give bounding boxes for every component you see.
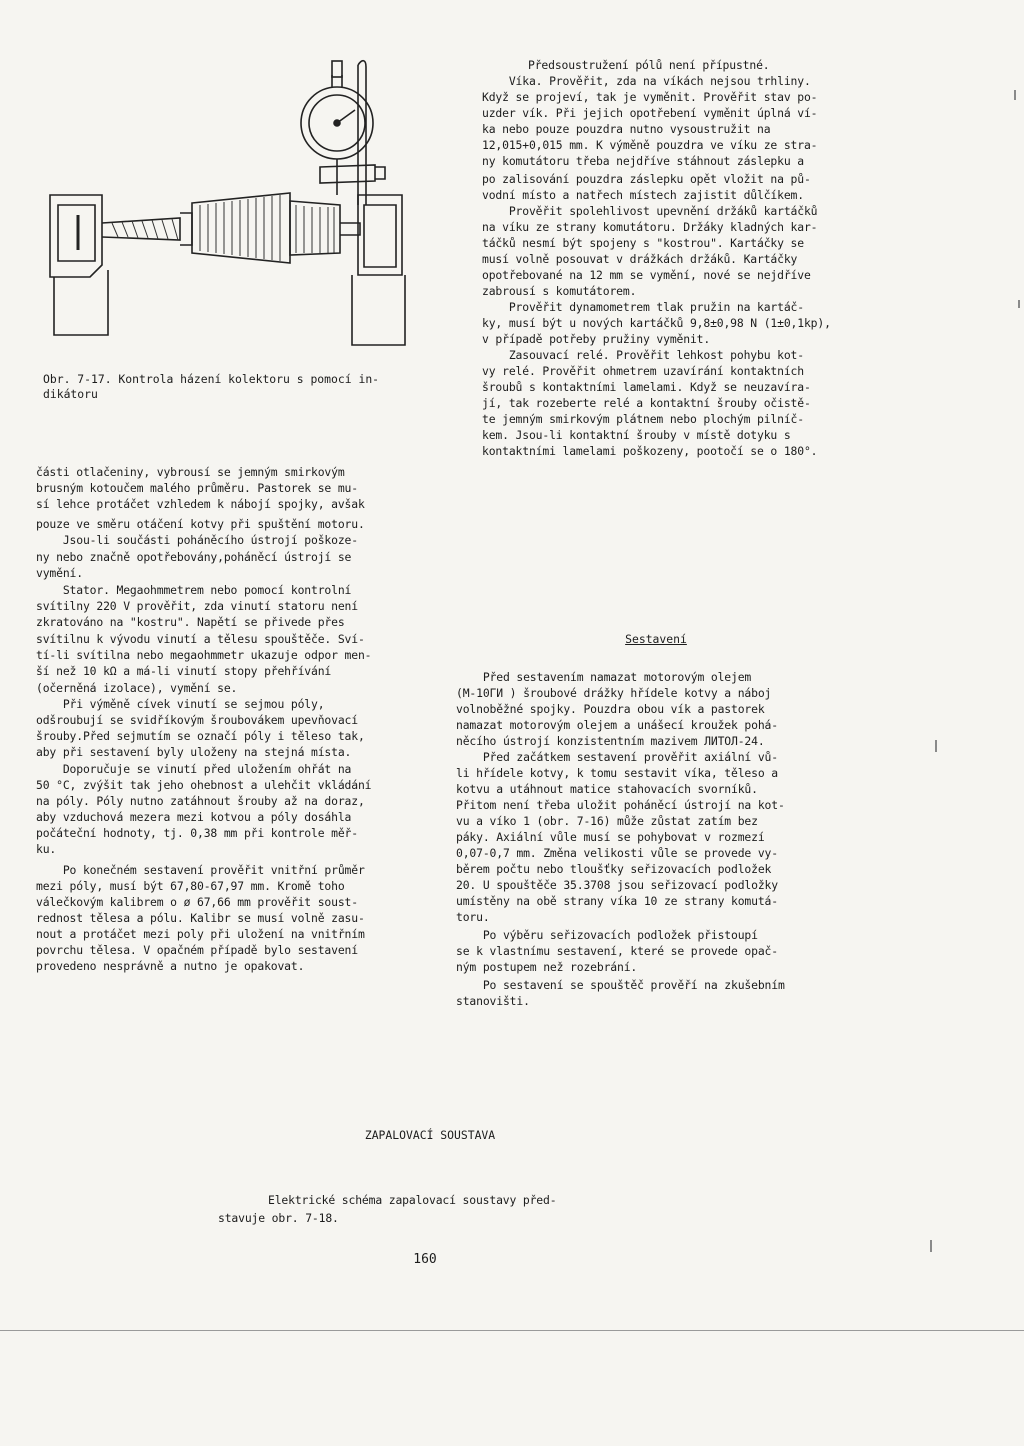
text-line: na póly. Póly nutno zatáhnout šrouby až na doraz, — [36, 794, 365, 808]
text-line: ší než 10 kΩ a má-li vinutí stopy přehřívání — [36, 664, 332, 678]
text-line: uzder vík. Při jejich opotřebení vyměnit úplná ví- — [482, 106, 818, 120]
text-line: nout a protáčet mezi poly při uložení na vnitřním — [36, 927, 365, 941]
text-line: 0,07-0,7 mm. Změna velikosti vůle se provede vy- — [456, 846, 778, 860]
text-line: Před začátkem sestavení prověřit axiální vů- — [456, 750, 778, 764]
text-line: Přitom není třeba uložit poháněcí ústrojí na kot- — [456, 798, 785, 812]
scan-mark — [1018, 300, 1020, 308]
text-line: ka nebo pouze pouzdra nutno vysoustružit na — [482, 122, 771, 136]
text-line: na víku ze strany komutátoru. Držáky kladných kar- — [482, 220, 818, 234]
text-line: páky. Axiální vůle musí se pohybovat v rozmezí — [456, 830, 765, 844]
scan-mark — [930, 1240, 932, 1252]
text-line: Když se projeví, tak je vyměnit. Prověřit stav po- — [482, 90, 818, 104]
left-text-column — [36, 465, 372, 973]
text-line: svítilny 220 V prověřit, zda vinutí statoru není — [36, 599, 358, 613]
text-line: (М-10ГИ ) šroubové drážky hřídele kotvy a náboj — [456, 686, 772, 700]
text-line: aby vzduchová mezera mezi kotvou a póly dosáhla — [36, 810, 352, 824]
text-line: pouze ve směru otáčení kotvy při spuštění motoru. — [36, 517, 365, 531]
chapter-intro-line: stavuje obr. 7-18. — [218, 1211, 339, 1225]
text-line: Prověřit spolehlivost upevnění držáků kartáčků — [482, 204, 818, 218]
chapter-intro-line: Elektrické schéma zapalovací soustavy před- — [268, 1193, 557, 1207]
caption-line: Obr. 7-17. Kontrola házení kolektoru s pomocí in- — [43, 372, 380, 386]
text-line: odšroubují se svidříkovým šroubovákem upevňovací — [36, 713, 358, 727]
text-line: kontaktními lamelami poškozeny, pootočí se o 180°. — [482, 444, 818, 458]
text-line: běrem počtu nebo tloušťky seřizovacích podložek — [456, 862, 772, 876]
text-line: kem. Jsou-li kontaktní šrouby v místě dotyku s — [482, 428, 791, 442]
text-line: tí-li svítilna nebo megaohmmetr ukazuje odpor men- — [36, 648, 372, 662]
right-text-column-bottom — [456, 670, 785, 1008]
text-line: brusným kotoučem malého průměru. Pastorek se mu- — [36, 481, 358, 495]
text-line: toru. — [456, 910, 490, 924]
text-line: svítilnu k vývodu vinutí a tělesu spouštěče. Sví- — [36, 632, 365, 646]
text-line: te jemným smirkovým plátnem nebo plochým pilníč- — [482, 412, 804, 426]
text-line: stanovišti. — [456, 994, 530, 1008]
text-line: 12,015+0,015 mm. K výměně pouzdra ve víku ze stra- — [482, 138, 818, 152]
section-heading — [600, 632, 712, 646]
text-line: namazat motorovým olejem a unášecí kroužek pohá- — [456, 718, 778, 732]
text-line: volnoběžné spojky. Pouzdra obou vík a pastorek — [456, 702, 765, 716]
text-line: Zasouvací relé. Prověřit lehkost pohybu kot- — [482, 348, 804, 362]
text-line: Doporučuje se vinutí před uložením ohřát na — [36, 762, 352, 776]
text-line: Při výměně cívek vinutí se sejmou póly, — [36, 697, 325, 711]
scan-edge-line — [0, 1330, 1024, 1331]
text-line: vymění. — [36, 566, 83, 580]
text-line: jí, tak rozeberte relé a kontaktní šrouby očistě- — [482, 396, 811, 410]
text-line: povrchu tělesa. V opačném případě bylo sestavení — [36, 943, 358, 957]
text-line: 50 °C, zvýšit tak jeho ohebnost a ulehčit vkládání — [36, 778, 372, 792]
text-line: Víka. Prověřit, zda na víkách nejsou trhliny. — [482, 74, 811, 88]
text-line: musí volně posouvat v drážkách držáků. Kartáčky — [482, 252, 798, 266]
text-line: li hřídele kotvy, k tomu sestavit víka, těleso a — [456, 766, 778, 780]
page-number: 160 — [413, 1252, 437, 1267]
text-line: ku. — [36, 842, 57, 856]
text-line: části otlačeniny, vybrousí se jemným smirkovým — [36, 465, 345, 479]
text-line: Jsou-li součásti poháněcího ústrojí poškoze- — [36, 533, 358, 547]
text-line: opotřebované na 12 mm se vymění, nové se nejdříve — [482, 268, 811, 282]
text-line: ky, musí být u nových kartáčků 9,8±0,98 N (1±0,1kp), — [482, 316, 831, 330]
text-line: po zalisování pouzdra záslepku opět vložit na pů- — [482, 172, 811, 186]
text-line: Prověřit dynamometrem tlak pružin na kartáč- — [482, 300, 804, 314]
text-line: zabrousí s komutátorem. — [482, 284, 637, 298]
text-line: Po sestavení se spouštěč prověří na zkušebním — [456, 978, 785, 992]
text-line: (očerněná izolace), vymění se. — [36, 681, 238, 695]
right-text-column-top — [482, 58, 831, 458]
text-line: kotvu a utáhnout matice stahovacích svorníků. — [456, 782, 758, 796]
text-line: vodní místo a natřech místech zajistit důlčíkem. — [482, 188, 804, 202]
scan-mark — [935, 740, 937, 752]
text-line: ným postupem než rozebrání. — [456, 960, 638, 974]
text-line: rednost tělesa a pólu. Kalibr se musí volně zasu- — [36, 911, 365, 925]
text-line: mezi póly, musí být 67,80-67,97 mm. Kromě toho — [36, 879, 345, 893]
text-line: válečkovým kalibrem o ø 67,66 mm prověřit soust- — [36, 895, 358, 909]
text-line: táčků nesmí být spojeny s "kostrou". Kartáčky se — [482, 236, 804, 250]
text-line: Předsoustružení pólů není přípustné. — [528, 58, 770, 72]
text-line: šroubů s kontaktními lamelami. Když se neuzavíra- — [482, 380, 811, 394]
scan-mark — [1014, 90, 1016, 100]
text-line: vy relé. Prověřit ohmetrem uzavírání kontaktních — [482, 364, 804, 378]
text-line: ny nebo značně opotřebovány,poháněcí ústrojí se — [36, 550, 352, 564]
chapter-title: ZAPALOVACÍ SOUSTAVA — [364, 1128, 496, 1142]
text-line: Před sestavením namazat motorovým olejem — [456, 670, 752, 684]
text-line: Stator. Megaohmmetrem nebo pomocí kontrolní — [36, 583, 352, 597]
text-line: vu a víko 1 (obr. 7-16) může zůstat zatím bez — [456, 814, 758, 828]
text-line: zkratováno na "kostru". Napětí se přivede přes — [36, 615, 345, 629]
text-line: aby při sestavení byly uloženy na stejná místa. — [36, 745, 352, 759]
caption-line: dikátoru — [43, 387, 98, 401]
text-line: Po konečném sestavení prověřit vnitřní průměr — [36, 863, 365, 877]
text-line: šrouby.Před sejmutím se označí póly i těleso tak, — [36, 729, 365, 743]
figure-caption — [43, 372, 433, 402]
text-line: v případě potřeby pružiny vyměnit. — [482, 332, 711, 346]
text-line: sí lehce protáčet vzhledem k nábojí spojky, avšak — [36, 497, 365, 511]
text-line: 20. U spouštěče 35.3708 jsou seřizovací podložky — [456, 878, 778, 892]
text-line: ny komutátoru třeba nejdříve stáhnout záslepku a — [482, 154, 804, 168]
text-line: něcího ústrojí konzistentním mazivem ЛИТОЛ-24. — [456, 734, 765, 748]
armature-dial-indicator-illustration — [40, 55, 420, 355]
text-line: počáteční hodnoty, tj. 0,38 mm při kontrole měř- — [36, 826, 358, 840]
section-heading-text: Sestavení — [625, 632, 687, 646]
text-line: se k vlastnímu sestavení, které se provede opač- — [456, 944, 778, 958]
text-line: provedeno nesprávně a nutno je opakovat. — [36, 959, 305, 973]
text-line: Po výběru seřizovacích podložek přistoupí — [456, 928, 758, 942]
text-line: umístěny na obě strany víka 10 ze strany komutá- — [456, 894, 778, 908]
